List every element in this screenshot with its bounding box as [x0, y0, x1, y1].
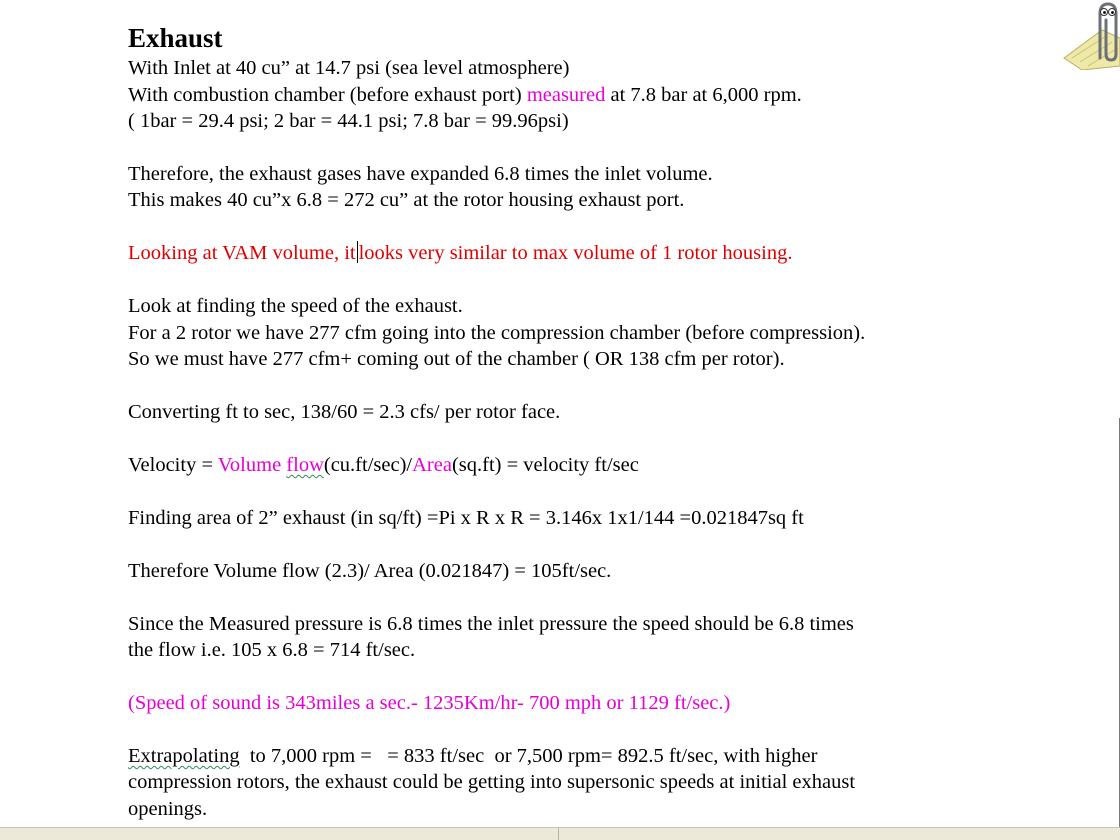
chamber-measured: measured [526, 84, 606, 106]
text-converting: Converting ft to sec, 138/60 = 2.3 cfs/ per rotor face. [128, 401, 561, 423]
text-must-have: So we must have 277 cfm+ coming out of the chamber ( OR 138 cfm per rotor). [128, 348, 785, 370]
text-extrap-3: openings. [128, 798, 208, 820]
vam-pre: Looking at VAM volume, it [128, 242, 356, 264]
text-since-2: the flow i.e. 105 x 6.8 = 714 ft/sec. [128, 639, 416, 661]
text-two-rotor: For a 2 rotor we have 277 cfm going into the compression chamber (before compression). [128, 322, 866, 344]
text-velocity [128, 452, 639, 478]
text-makes: This makes 40 cu”x 6.8 = 272 cu” at the rotor housing exhaust port. [128, 189, 685, 211]
velocity-area: Area [412, 454, 452, 476]
status-bar-divider [558, 828, 559, 840]
text-inlet: With Inlet at 40 cu” at 14.7 psi (sea level atmosphere) [128, 57, 570, 79]
text-since-1: Since the Measured pressure is 6.8 times the inlet pressure the speed should be 6.8 times [128, 613, 854, 635]
velocity-f: (sq.ft) = velocity ft/sec [451, 454, 639, 476]
text-cursor[interactable] [357, 241, 358, 263]
text-speed-of-sound: (Speed of sound is 343miles a sec.- 1235Km/hr- 700 mph or 1129 ft/sec.) [128, 692, 731, 714]
text-expanded: Therefore, the exhaust gases have expanded 6.8 times the inlet volume. [128, 163, 713, 185]
text-vam [128, 240, 792, 266]
paperclip-assistant-icon[interactable] [1062, 0, 1120, 70]
text-chamber [128, 82, 802, 108]
text-finding-area: Finding area of 2” exhaust (in sq/ft) =Pi x R x R = 3.146x 1x1/144 =0.021847sq ft [128, 507, 804, 529]
extrap-rest: to 7,000 rpm = = 833 ft/sec or 7,500 rpm= 892.5 ft/sec, with higher [239, 745, 818, 767]
velocity-d: (cu.ft/sec)/ [323, 454, 413, 476]
velocity-a: Velocity = [128, 454, 218, 476]
text-extrap-2: compression rotors, the exhaust could be getting into supersonic speeds at initial exhaust [128, 771, 856, 793]
extrap-word: Extrapolating [128, 745, 240, 767]
text-extrapolating [128, 743, 817, 769]
text-look-speed: Look at finding the speed of the exhaust. [128, 295, 463, 317]
vam-post: looks very similar to max volume of 1 rotor housing. [358, 242, 793, 264]
status-bar [0, 827, 1120, 840]
page-title: Exhaust [128, 23, 223, 53]
text-conversion: ( 1bar = 29.4 psi; 2 bar = 44.1 psi; 7.8 bar = 99.96psi) [128, 110, 569, 132]
chamber-post: at 7.8 bar at 6,000 rpm. [605, 84, 802, 106]
text-therefore-flow: Therefore Volume flow (2.3)/ Area (0.021847) = 105ft/sec. [128, 560, 612, 582]
velocity-flow: flow [286, 454, 324, 476]
chamber-pre: With combustion chamber (before exhaust port) [128, 84, 527, 106]
velocity-b: Volume [217, 454, 287, 476]
